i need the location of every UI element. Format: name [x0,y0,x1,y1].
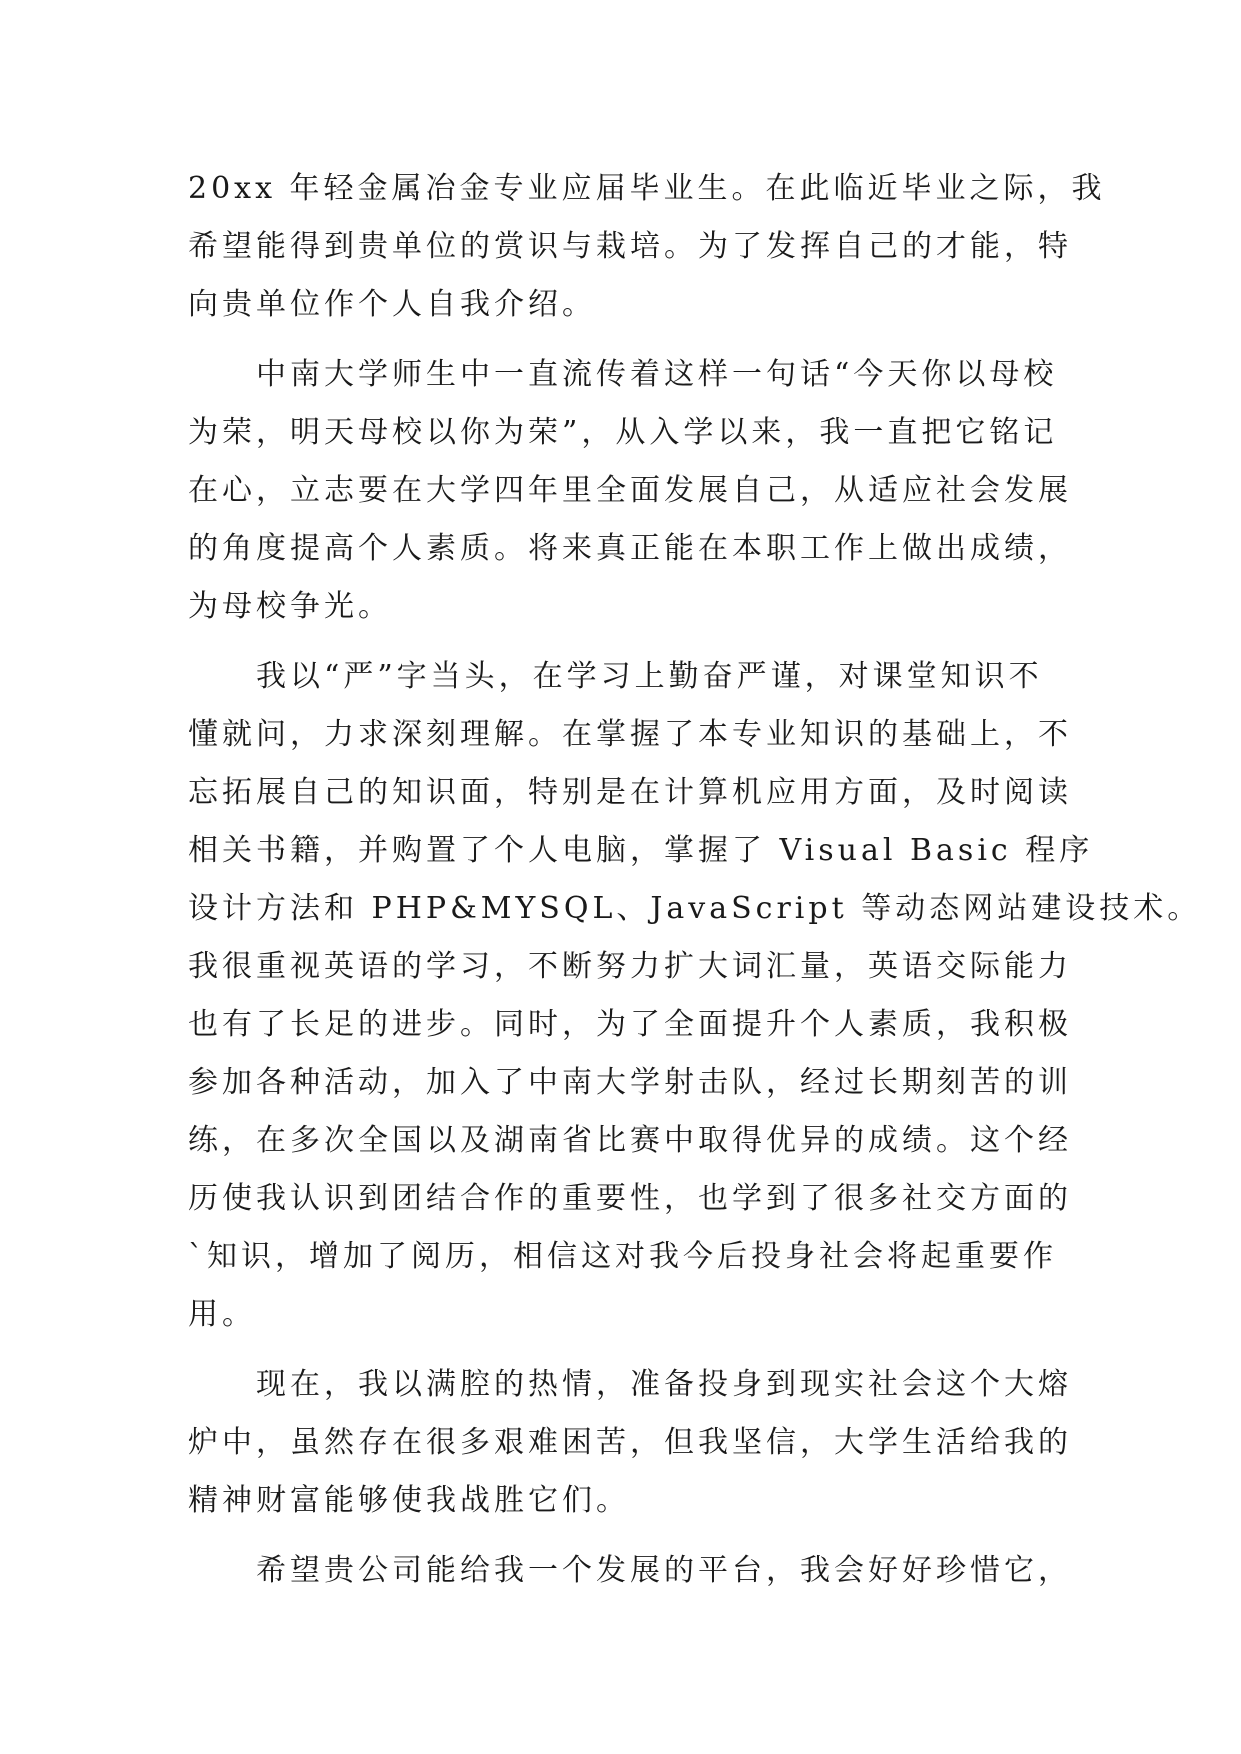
text-line: `知识，增加了阅历，相信这对我今后投身社会将起重要作 [188,1239,1057,1274]
text-line: 现在，我以满腔的热情，准备投身到现实社会这个大熔 [188,1367,1072,1402]
text-line: 在心，立志要在大学四年里全面发展自己，从适应社会发展 [188,473,1072,508]
text-line: 设计方法和 PHP&MYSQL、JavaScript 等动态网站建设技术。 [188,891,1202,926]
text-line: 精神财富能够使我战胜它们。 [188,1483,630,1518]
text-line: 为荣，明天母校以你为荣”，从入学以来，我一直把它铭记 [188,415,1058,450]
text-line: 我很重视英语的学习，不断努力扩大词汇量，英语交际能力 [188,949,1072,984]
text-line: 的角度提高个人素质。将来真正能在本职工作上做出成绩， [188,531,1072,566]
text-line: 为母校争光。 [188,589,392,624]
body-text [188,160,1202,1600]
text-line: 参加各种活动，加入了中南大学射击队，经过长期刻苦的训 [188,1065,1072,1100]
text-line: 练，在多次全国以及湖南省比赛中取得优异的成绩。这个经 [188,1123,1072,1158]
text-line: 向贵单位作个人自我介绍。 [188,287,596,322]
text-line: 历使我认识到团结合作的重要性，也学到了很多社交方面的 [188,1181,1072,1216]
text-line: 中南大学师生中一直流传着这样一句话“今天你以母校 [188,357,1058,392]
paragraph-gap [188,1530,1060,1542]
text-line: 忘拓展自己的知识面，特别是在计算机应用方面，及时阅读 [188,775,1072,810]
text-line: 20xx 年轻金属冶金专业应届毕业生。在此临近毕业之际，我 [188,171,1106,206]
text-line: 炉中，虽然存在很多艰难困苦，但我坚信，大学生活给我的 [188,1425,1072,1460]
text-line: 希望贵公司能给我一个发展的平台，我会好好珍惜它， [188,1553,1072,1588]
paragraph-gap [188,1344,1060,1356]
text-line: 希望能得到贵单位的赏识与栽培。为了发挥自己的才能，特 [188,229,1072,264]
text-line: 我以“严”字当头，在学习上勤奋严谨，对课堂知识不 [188,659,1043,694]
text-line: 也有了长足的进步。同时，为了全面提升个人素质，我积极 [188,1007,1072,1042]
text-line: 相关书籍，并购置了个人电脑，掌握了 Visual Basic 程序 [188,833,1094,868]
text-line: 用。 [188,1297,256,1332]
paragraph-gap [188,334,1060,346]
paragraph-gap [188,636,1060,648]
text-line: 懂就问，力求深刻理解。在掌握了本专业知识的基础上，不 [188,717,1072,752]
